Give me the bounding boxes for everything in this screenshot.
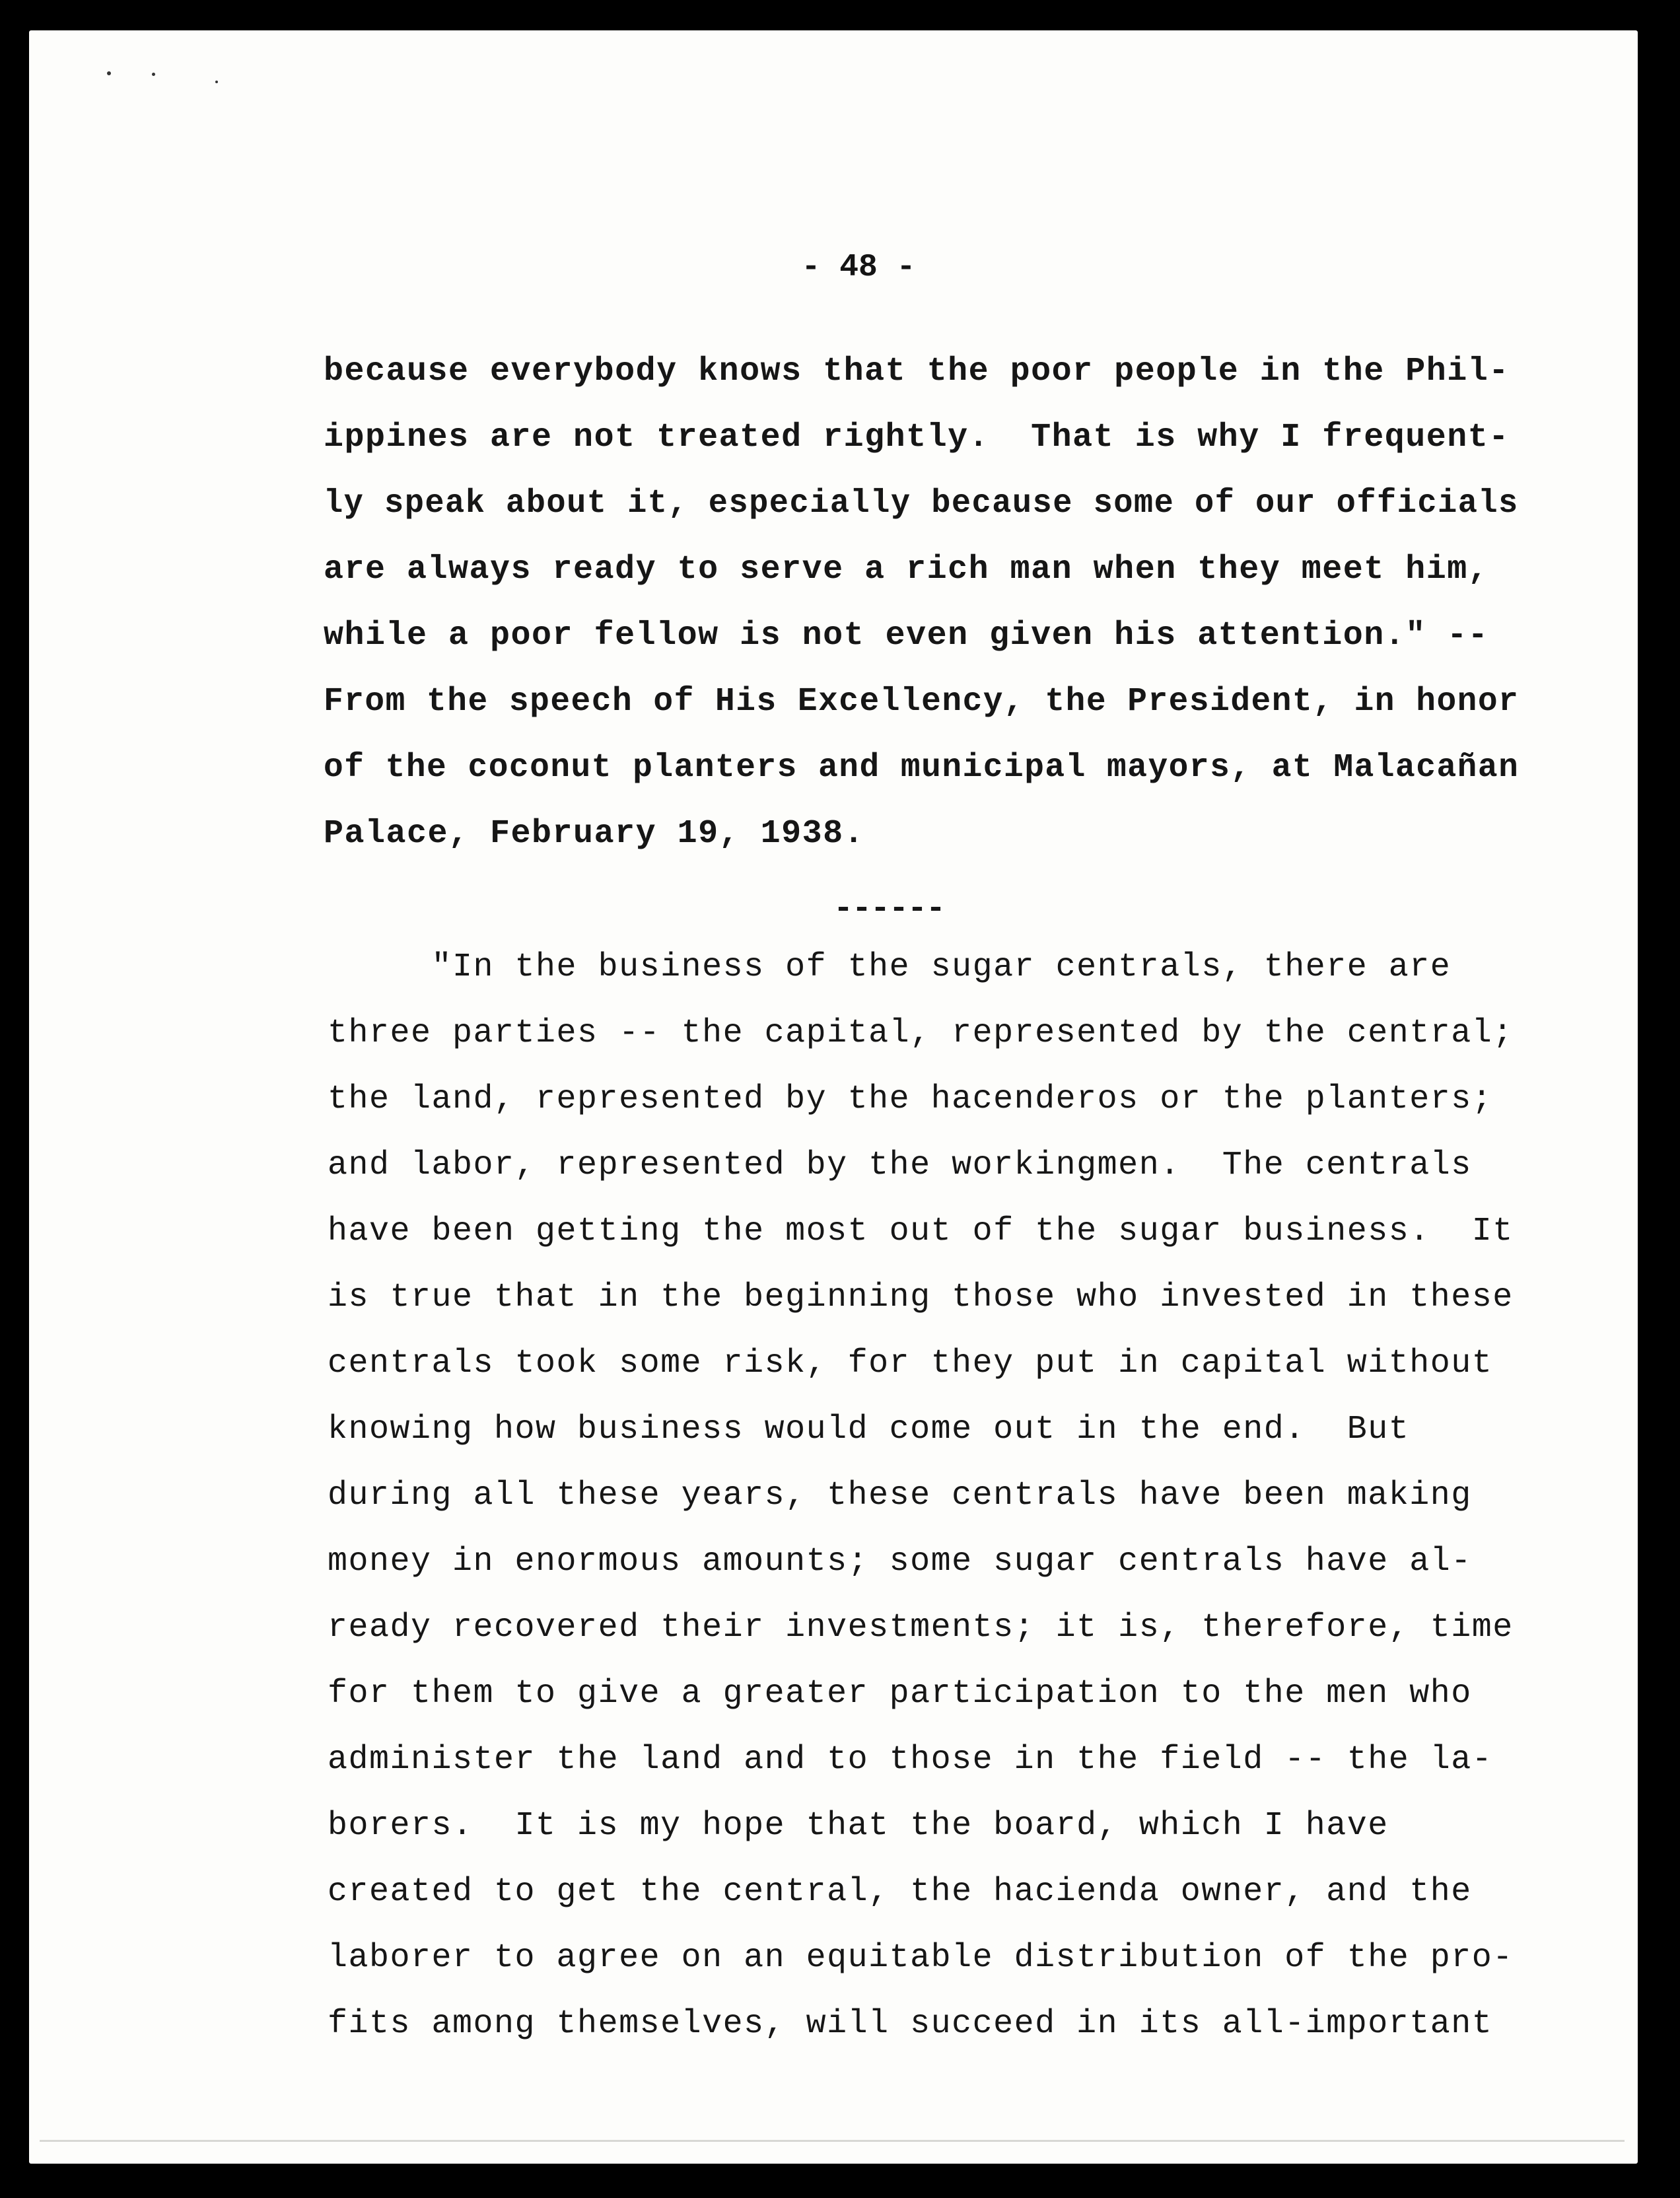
text-line: the land, represented by the hacenderos or the planters;: [328, 1081, 1493, 1118]
text-line: fits among themselves, will succeed in its all-important: [328, 2005, 1493, 2043]
text-line: and labor, represented by the workingmen. The centrals: [328, 1147, 1472, 1184]
text-line: during all these years, these centrals have been making: [328, 1477, 1472, 1514]
text-line: because everybody knows that the poor people in the Phil-: [324, 353, 1510, 390]
text-line: "In the business of the sugar centrals, there are: [328, 948, 1452, 986]
text-line: administer the land and to those in the field -- the la-: [328, 1741, 1493, 1779]
page-number: - 48 -: [801, 250, 916, 285]
page-bottom-edge: [40, 2140, 1625, 2142]
dust-speck: [152, 73, 155, 76]
text-line: Palace, February 19, 1938.: [324, 815, 865, 853]
text-line: ippines are not treated rightly. That is why I frequent-: [324, 419, 1510, 456]
text-line: money in enormous amounts; some sugar centrals have al-: [328, 1543, 1472, 1580]
text-line: are always ready to serve a rich man when they meet him,: [324, 551, 1489, 588]
text-line: is true that in the beginning those who invested in these: [328, 1279, 1514, 1316]
text-line: centrals took some risk, for they put in capital without: [328, 1345, 1493, 1382]
text-line: have been getting the most out of the sugar business. It: [328, 1213, 1514, 1250]
text-line: ready recovered their investments; it is, therefore, time: [328, 1609, 1514, 1647]
text-line: knowing how business would come out in the end. But: [328, 1411, 1410, 1448]
text-line: laborer to agree on an equitable distribution of the pro-: [328, 1939, 1514, 1977]
dust-speck: [107, 71, 111, 75]
text-line: created to get the central, the hacienda owner, and the: [328, 1873, 1472, 1911]
text-line: while a poor fellow is not even given his attention." --: [324, 617, 1489, 655]
text-line: for them to give a greater participation to the men who: [328, 1675, 1472, 1713]
dust-speck: [215, 81, 218, 83]
section-separator: ------: [833, 890, 945, 928]
text-line: three parties -- the capital, represented by the central;: [328, 1014, 1514, 1052]
text-line: of the coconut planters and municipal mayors, at Malacañan: [324, 749, 1520, 787]
text-line: From the speech of His Excellency, the President, in honor: [324, 683, 1520, 721]
text-line: borers. It is my hope that the board, which I have: [328, 1807, 1389, 1845]
text-line: ly speak about it, especially because some of our officials: [324, 485, 1519, 522]
